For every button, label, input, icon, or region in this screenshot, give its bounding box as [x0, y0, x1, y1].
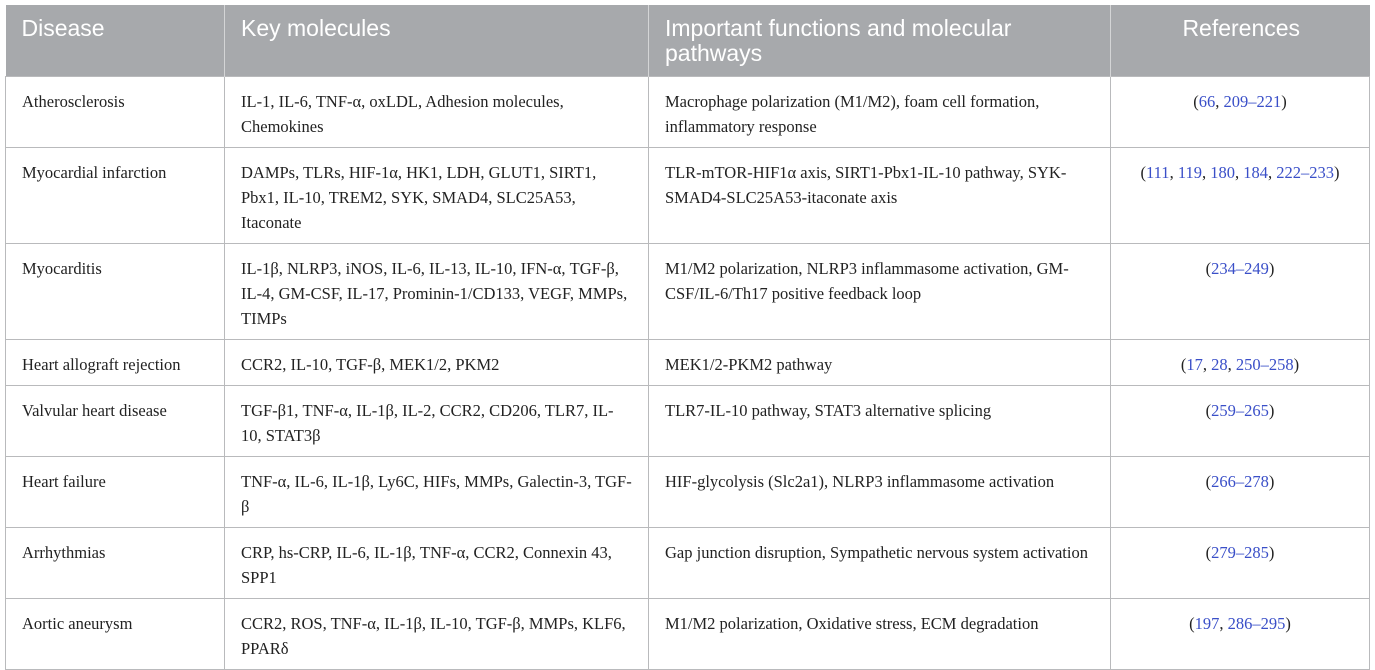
table-row [6, 528, 1370, 599]
pathways-cell: Gap junction disruption, Sympathetic nervous system activation [649, 528, 1111, 599]
header-row [6, 5, 1370, 77]
references-cell [1111, 244, 1370, 340]
pathways-cell: M1/M2 polarization, Oxidative stress, ECM degradation [649, 599, 1111, 670]
paren-close: ) [1333, 163, 1340, 182]
pathways-cell: TLR-mTOR-HIF1α axis, SIRT1-Pbx1-IL-10 pathway, SYK-SMAD4-SLC25A53-itaconate axis [649, 148, 1111, 244]
reference-link[interactable]: 119 [1177, 163, 1202, 182]
key-molecules-cell: IL-1β, NLRP3, iNOS, IL-6, IL-13, IL-10, IFN-α, TGF-β, IL-4, GM-CSF, IL-17, Prominin-1/CD133, VEGF, MMPs, TIMPs [225, 244, 649, 340]
pathways-cell: Macrophage polarization (M1/M2), foam cell formation, inflammatory response [649, 77, 1111, 148]
range-dash: – [1235, 401, 1245, 420]
table-row [6, 386, 1370, 457]
reference-link[interactable]: 184 [1243, 163, 1268, 182]
reference-link[interactable]: 66 [1198, 92, 1216, 111]
reference-link[interactable]: 286 [1227, 614, 1253, 633]
paren-open: ( [1180, 355, 1187, 374]
table-row [6, 599, 1370, 670]
pathways-cell: MEK1/2-PKM2 pathway [649, 340, 1111, 386]
reference-link[interactable]: 250 [1235, 355, 1261, 374]
paren-open: ( [1205, 259, 1212, 278]
disease-cell: Aortic aneurysm [6, 599, 225, 670]
disease-cell: Heart failure [6, 457, 225, 528]
references-cell [1111, 340, 1370, 386]
key-molecules-cell: IL-1, IL-6, TNF-α, oxLDL, Adhesion molecules, Chemokines [225, 77, 649, 148]
reference-link[interactable]: 285 [1244, 543, 1269, 562]
paren-close: ) [1268, 401, 1275, 420]
reference-link[interactable]: 265 [1244, 401, 1269, 420]
paren-close: ) [1268, 472, 1275, 491]
reference-link[interactable]: 278 [1244, 472, 1269, 491]
disease-cell: Heart allograft rejection [6, 340, 225, 386]
key-molecules-cell: TGF-β1, TNF-α, IL-1β, IL-2, CCR2, CD206, TLR7, IL-10, STAT3β [225, 386, 649, 457]
table-row [6, 244, 1370, 340]
paren-open: ( [1189, 614, 1195, 633]
paren-close: ) [1293, 355, 1300, 374]
reference-link[interactable]: 111 [1146, 163, 1170, 182]
reference-link[interactable]: 279 [1211, 543, 1236, 562]
key-molecules-cell: DAMPs, TLRs, HIF-1α, HK1, LDH, GLUT1, SIRT1, Pbx1, IL-10, TREM2, SYK, SMAD4, SLC25A53, Itaconate [225, 148, 649, 244]
paren-open: ( [1193, 92, 1199, 111]
reference-link[interactable]: 234 [1211, 259, 1236, 278]
reference-link[interactable]: 233 [1309, 163, 1334, 182]
reference-link[interactable]: 295 [1260, 614, 1286, 633]
header-key-molecules: Key molecules [225, 5, 649, 77]
range-dash: – [1235, 259, 1245, 278]
paren-close: ) [1268, 543, 1275, 562]
paren-open: ( [1140, 163, 1147, 182]
reference-link[interactable]: 221 [1256, 92, 1282, 111]
reference-link[interactable]: 17 [1186, 355, 1203, 374]
table-body [6, 77, 1370, 670]
references-cell [1111, 386, 1370, 457]
disease-cell: Myocarditis [6, 244, 225, 340]
ref-separator: , [1234, 163, 1244, 182]
disease-cell: Myocardial infarction [6, 148, 225, 244]
disease-table [5, 5, 1370, 670]
paren-close: ) [1285, 614, 1291, 633]
reference-link[interactable]: 222 [1276, 163, 1301, 182]
range-dash: – [1260, 355, 1269, 374]
key-molecules-cell: TNF-α, IL-6, IL-1β, Ly6C, HIFs, MMPs, Galectin-3, TGF-β [225, 457, 649, 528]
paren-close: ) [1268, 259, 1275, 278]
paren-open: ( [1205, 472, 1212, 491]
key-molecules-cell: CCR2, IL-10, TGF-β, MEK1/2, PKM2 [225, 340, 649, 386]
reference-link[interactable]: 258 [1268, 355, 1294, 374]
range-dash: – [1235, 472, 1245, 491]
pathways-cell: TLR7-IL-10 pathway, STAT3 alternative splicing [649, 386, 1111, 457]
ref-separator: , [1169, 163, 1178, 182]
reference-link[interactable]: 266 [1211, 472, 1236, 491]
references-cell [1111, 528, 1370, 599]
header-references: References [1111, 5, 1370, 77]
key-molecules-cell: CCR2, ROS, TNF-α, IL-1β, IL-10, TGF-β, MMPs, KLF6, PPARδ [225, 599, 649, 670]
table-row [6, 77, 1370, 148]
references-cell [1111, 77, 1370, 148]
pathways-cell: HIF-glycolysis (Slc2a1), NLRP3 inflammasome activation [649, 457, 1111, 528]
disease-cell: Valvular heart disease [6, 386, 225, 457]
ref-separator: , [1202, 355, 1212, 374]
reference-link[interactable]: 197 [1194, 614, 1220, 633]
reference-link[interactable]: 180 [1210, 163, 1235, 182]
ref-separator: , [1201, 163, 1211, 182]
range-dash: – [1252, 614, 1261, 633]
reference-link[interactable]: 249 [1244, 259, 1269, 278]
reference-link[interactable]: 209 [1223, 92, 1249, 111]
reference-link[interactable]: 28 [1211, 355, 1228, 374]
table-row [6, 340, 1370, 386]
disease-cell: Arrhythmias [6, 528, 225, 599]
table-row [6, 457, 1370, 528]
references-cell [1111, 148, 1370, 244]
pathways-cell: M1/M2 polarization, NLRP3 inflammasome activation, GM-CSF/IL-6/Th17 positive feedback loop [649, 244, 1111, 340]
header-disease: Disease [6, 5, 225, 77]
paren-open: ( [1205, 401, 1212, 420]
references-cell [1111, 599, 1370, 670]
reference-link[interactable]: 259 [1211, 401, 1236, 420]
paren-close: ) [1281, 92, 1287, 111]
ref-separator: , [1215, 92, 1224, 111]
ref-separator: , [1219, 614, 1228, 633]
table-container [5, 5, 1369, 670]
range-dash: – [1235, 543, 1245, 562]
range-dash: – [1248, 92, 1257, 111]
range-dash: – [1300, 163, 1310, 182]
table-row [6, 148, 1370, 244]
key-molecules-cell: CRP, hs-CRP, IL-6, IL-1β, TNF-α, CCR2, Connexin 43, SPP1 [225, 528, 649, 599]
references-cell [1111, 457, 1370, 528]
ref-separator: , [1227, 355, 1236, 374]
ref-separator: , [1267, 163, 1277, 182]
header-pathways: Important functions and molecular pathways [649, 5, 1111, 77]
disease-cell: Atherosclerosis [6, 77, 225, 148]
paren-open: ( [1205, 543, 1212, 562]
